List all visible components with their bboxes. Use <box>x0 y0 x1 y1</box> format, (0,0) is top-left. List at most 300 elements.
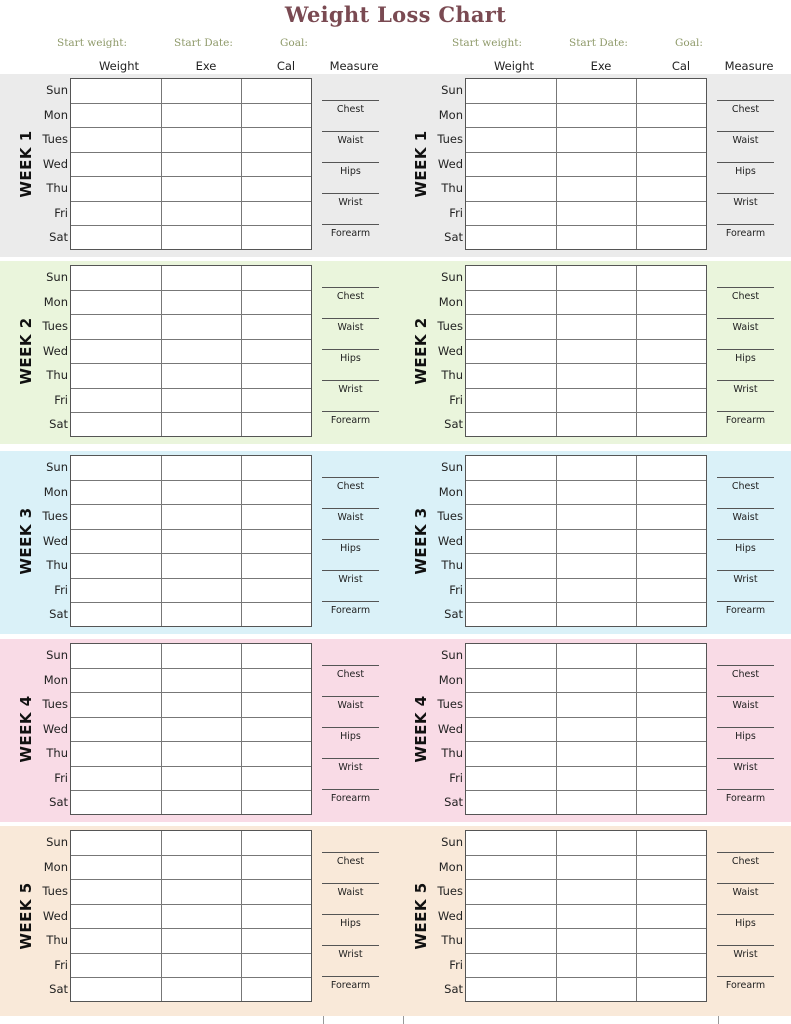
week-3-log-grid-right[interactable] <box>465 455 707 627</box>
day-label-sat: Sat <box>444 417 463 431</box>
week-4-label-right: WEEK 4 <box>412 695 430 763</box>
grid-column-divider <box>636 831 637 1001</box>
day-label-fri: Fri <box>449 957 463 972</box>
grid-row-divider <box>466 363 706 364</box>
day-label-sat: Sat <box>49 795 68 809</box>
grid-row-divider <box>466 790 706 791</box>
measure-label-forearm: Forearm <box>725 228 766 239</box>
day-label-thu: Thu <box>46 558 68 572</box>
day-label-sun: Sun <box>441 460 463 474</box>
grid-row-divider <box>466 529 706 530</box>
measure-label-chest: Chest <box>336 481 365 492</box>
day-label-sat: Sat <box>444 795 463 809</box>
measure-label-chest: Chest <box>731 669 760 680</box>
measure-line-hips[interactable] <box>322 349 379 350</box>
measure-label-forearm: Forearm <box>725 980 766 991</box>
day-label-thu: Thu <box>46 181 68 195</box>
day-label-tues: Tues <box>42 697 68 711</box>
measure-label-hips: Hips <box>735 918 756 929</box>
measure-line-waist[interactable] <box>717 318 774 319</box>
grid-row-divider <box>71 977 311 978</box>
grid-row-divider <box>71 176 311 177</box>
grid-column-divider <box>161 644 162 814</box>
day-label-mon: Mon <box>438 107 463 122</box>
grid-row-divider <box>71 717 311 718</box>
day-label-fri: Fri <box>54 582 68 597</box>
footer-tick <box>718 1016 719 1024</box>
day-label-thu: Thu <box>46 933 68 947</box>
measure-line-hips[interactable] <box>717 914 774 915</box>
measure-line-chest[interactable] <box>717 665 774 666</box>
day-label-wed: Wed <box>42 533 68 548</box>
measure-label-forearm: Forearm <box>725 793 766 804</box>
day-label-fri: Fri <box>54 770 68 785</box>
measure-line-wrist[interactable] <box>717 945 774 946</box>
measure-label-hips: Hips <box>735 166 756 177</box>
measure-line-waist[interactable] <box>717 131 774 132</box>
day-label-thu: Thu <box>441 368 463 382</box>
measure-line-waist[interactable] <box>717 696 774 697</box>
grid-row-divider <box>466 504 706 505</box>
grid-row-divider <box>71 741 311 742</box>
measure-label-chest: Chest <box>731 291 760 302</box>
grid-column-divider <box>556 79 557 249</box>
day-label-mon: Mon <box>43 859 68 874</box>
footer-tick <box>323 1016 324 1024</box>
day-label-sun: Sun <box>46 835 68 849</box>
measure-label-chest: Chest <box>336 104 365 115</box>
day-label-sun: Sun <box>441 648 463 662</box>
grid-column-divider <box>161 456 162 626</box>
day-label-mon: Mon <box>438 672 463 687</box>
measure-line-chest[interactable] <box>322 100 379 101</box>
day-label-mon: Mon <box>438 859 463 874</box>
measure-label-forearm: Forearm <box>330 605 371 616</box>
start-date-label: Start Date: <box>569 37 628 49</box>
week-1-measurements-left <box>322 100 379 250</box>
day-label-fri: Fri <box>449 392 463 407</box>
footer-tick <box>403 1016 404 1024</box>
week-2-measurements-right <box>717 287 774 437</box>
measure-line-hips[interactable] <box>322 162 379 163</box>
measure-line-waist[interactable] <box>322 131 379 132</box>
grid-row-divider <box>466 201 706 202</box>
week-4-log-grid-left[interactable] <box>70 643 312 815</box>
grid-column-divider <box>241 266 242 436</box>
grid-row-divider <box>466 480 706 481</box>
day-label-wed: Wed <box>437 533 463 548</box>
measure-label-wrist: Wrist <box>733 197 758 208</box>
grid-row-divider <box>71 388 311 389</box>
week-5-measurements-left <box>322 852 379 1002</box>
measure-label-forearm: Forearm <box>330 793 371 804</box>
grid-row-divider <box>71 290 311 291</box>
measure-label-chest: Chest <box>336 669 365 680</box>
grid-row-divider <box>71 201 311 202</box>
header-meta-row-right <box>395 37 790 51</box>
grid-column-divider <box>241 644 242 814</box>
grid-column-divider <box>556 831 557 1001</box>
grid-row-divider <box>466 176 706 177</box>
measure-label-wrist: Wrist <box>338 384 363 395</box>
grid-column-divider <box>241 79 242 249</box>
measure-label-wrist: Wrist <box>338 574 363 585</box>
day-label-thu: Thu <box>46 368 68 382</box>
week-2-log-grid-left[interactable] <box>70 265 312 437</box>
week-4-label-left: WEEK 4 <box>17 695 35 763</box>
grid-row-divider <box>71 127 311 128</box>
day-label-wed: Wed <box>437 721 463 736</box>
grid-column-divider <box>636 266 637 436</box>
start-weight-label: Start weight: <box>452 37 523 49</box>
grid-row-divider <box>466 602 706 603</box>
measure-line-waist[interactable] <box>322 696 379 697</box>
measure-label-forearm: Forearm <box>725 605 766 616</box>
week-3-label-right: WEEK 3 <box>412 507 430 575</box>
measure-line-forearm[interactable] <box>322 789 379 790</box>
grid-row-divider <box>466 388 706 389</box>
measure-line-waist[interactable] <box>717 883 774 884</box>
measure-label-chest: Chest <box>731 481 760 492</box>
grid-row-divider <box>466 741 706 742</box>
measure-line-chest[interactable] <box>322 852 379 853</box>
week-2-label-right: WEEK 2 <box>412 317 430 385</box>
day-label-tues: Tues <box>437 319 463 333</box>
measure-line-chest[interactable] <box>717 100 774 101</box>
grid-row-divider <box>71 225 311 226</box>
measure-label-wrist: Wrist <box>338 762 363 773</box>
measure-line-forearm[interactable] <box>717 224 774 225</box>
grid-row-divider <box>71 314 311 315</box>
measure-label-forearm: Forearm <box>330 415 371 426</box>
measure-label-waist: Waist <box>337 700 364 711</box>
measure-label-waist: Waist <box>337 135 364 146</box>
grid-row-divider <box>71 152 311 153</box>
measure-line-chest[interactable] <box>322 477 379 478</box>
measure-line-chest[interactable] <box>717 852 774 853</box>
start-date-label: Start Date: <box>174 37 233 49</box>
grid-row-divider <box>71 339 311 340</box>
grid-row-divider <box>71 480 311 481</box>
week-4-measurements-left <box>322 665 379 815</box>
day-label-wed: Wed <box>42 343 68 358</box>
measure-label-waist: Waist <box>732 887 759 898</box>
grid-column-divider <box>636 644 637 814</box>
day-label-sun: Sun <box>46 648 68 662</box>
measure-line-wrist[interactable] <box>322 570 379 571</box>
week-5-log-grid-left[interactable] <box>70 830 312 1002</box>
grid-row-divider <box>466 953 706 954</box>
grid-row-divider <box>466 717 706 718</box>
measure-line-waist[interactable] <box>717 508 774 509</box>
measure-line-forearm[interactable] <box>717 789 774 790</box>
measure-line-wrist[interactable] <box>717 758 774 759</box>
measure-line-forearm[interactable] <box>322 976 379 977</box>
grid-row-divider <box>466 127 706 128</box>
measure-line-waist[interactable] <box>322 883 379 884</box>
day-label-fri: Fri <box>54 957 68 972</box>
week-5-label-left: WEEK 5 <box>17 882 35 950</box>
grid-row-divider <box>466 578 706 579</box>
day-label-sat: Sat <box>49 982 68 996</box>
measure-line-forearm[interactable] <box>322 601 379 602</box>
week-1-label-right: WEEK 1 <box>412 130 430 198</box>
measure-line-wrist[interactable] <box>717 193 774 194</box>
day-label-tues: Tues <box>437 132 463 146</box>
grid-row-divider <box>466 904 706 905</box>
measure-label-chest: Chest <box>731 104 760 115</box>
week-1-log-grid-right[interactable] <box>465 78 707 250</box>
day-label-wed: Wed <box>42 908 68 923</box>
grid-row-divider <box>71 412 311 413</box>
week-1-label-left: WEEK 1 <box>17 130 35 198</box>
day-label-wed: Wed <box>437 343 463 358</box>
measure-label-hips: Hips <box>340 166 361 177</box>
grid-row-divider <box>466 103 706 104</box>
week-3-log-grid-left[interactable] <box>70 455 312 627</box>
day-label-sun: Sun <box>441 270 463 284</box>
grid-column-divider <box>161 831 162 1001</box>
grid-row-divider <box>466 855 706 856</box>
week-4-measurements-right <box>717 665 774 815</box>
measure-label-forearm: Forearm <box>330 980 371 991</box>
measure-label-wrist: Wrist <box>733 384 758 395</box>
grid-row-divider <box>71 578 311 579</box>
week-3-measurements-left <box>322 477 379 627</box>
day-label-sun: Sun <box>46 83 68 97</box>
exercise-column-header: Exe <box>195 59 217 73</box>
measure-line-chest[interactable] <box>322 287 379 288</box>
day-label-tues: Tues <box>42 509 68 523</box>
day-label-wed: Wed <box>42 156 68 171</box>
grid-column-divider <box>241 456 242 626</box>
grid-row-divider <box>466 977 706 978</box>
measure-label-chest: Chest <box>336 291 365 302</box>
day-label-wed: Wed <box>437 156 463 171</box>
day-label-mon: Mon <box>43 107 68 122</box>
measure-label-chest: Chest <box>336 856 365 867</box>
grid-row-divider <box>466 339 706 340</box>
day-label-sat: Sat <box>49 607 68 621</box>
measure-line-chest[interactable] <box>717 287 774 288</box>
measure-label-forearm: Forearm <box>725 415 766 426</box>
measure-line-hips[interactable] <box>322 914 379 915</box>
grid-row-divider <box>71 602 311 603</box>
measure-label-chest: Chest <box>731 856 760 867</box>
measure-label-waist: Waist <box>732 135 759 146</box>
measure-line-waist[interactable] <box>322 508 379 509</box>
day-label-wed: Wed <box>437 908 463 923</box>
day-label-thu: Thu <box>46 746 68 760</box>
week-3-label-left: WEEK 3 <box>17 507 35 575</box>
week-1-log-grid-left[interactable] <box>70 78 312 250</box>
day-label-sat: Sat <box>444 607 463 621</box>
grid-column-divider <box>241 831 242 1001</box>
day-label-tues: Tues <box>437 509 463 523</box>
day-label-fri: Fri <box>449 770 463 785</box>
grid-row-divider <box>466 553 706 554</box>
week-5-log-grid-right[interactable] <box>465 830 707 1002</box>
day-label-mon: Mon <box>43 484 68 499</box>
measure-label-wrist: Wrist <box>733 574 758 585</box>
measure-line-chest[interactable] <box>322 665 379 666</box>
measure-line-forearm[interactable] <box>322 411 379 412</box>
day-label-sun: Sun <box>441 83 463 97</box>
grid-row-divider <box>466 314 706 315</box>
grid-column-divider <box>556 266 557 436</box>
day-label-sat: Sat <box>49 417 68 431</box>
day-label-sat: Sat <box>444 230 463 244</box>
day-label-sat: Sat <box>444 982 463 996</box>
measure-label-waist: Waist <box>337 887 364 898</box>
day-label-tues: Tues <box>42 132 68 146</box>
measure-line-wrist[interactable] <box>322 945 379 946</box>
grid-row-divider <box>71 363 311 364</box>
goal-label: Goal: <box>280 37 308 49</box>
measure-label-hips: Hips <box>340 731 361 742</box>
day-label-mon: Mon <box>43 672 68 687</box>
measure-line-hips[interactable] <box>717 727 774 728</box>
week-2-log-grid-right[interactable] <box>465 265 707 437</box>
measure-label-wrist: Wrist <box>733 949 758 960</box>
calories-column-header: Cal <box>671 59 691 73</box>
measure-label-hips: Hips <box>735 353 756 364</box>
grid-row-divider <box>466 225 706 226</box>
grid-column-divider <box>556 644 557 814</box>
week-5-measurements-right <box>717 852 774 1002</box>
measure-line-forearm[interactable] <box>717 601 774 602</box>
measure-label-hips: Hips <box>340 918 361 929</box>
grid-row-divider <box>71 855 311 856</box>
grid-row-divider <box>466 692 706 693</box>
day-label-sun: Sun <box>46 460 68 474</box>
day-label-mon: Mon <box>43 294 68 309</box>
measure-line-hips[interactable] <box>322 539 379 540</box>
day-label-thu: Thu <box>441 933 463 947</box>
day-label-mon: Mon <box>438 484 463 499</box>
week-1-measurements-right <box>717 100 774 250</box>
measure-label-wrist: Wrist <box>733 762 758 773</box>
day-label-tues: Tues <box>42 319 68 333</box>
grid-row-divider <box>71 103 311 104</box>
grid-column-divider <box>161 79 162 249</box>
measure-label-hips: Hips <box>735 543 756 554</box>
grid-row-divider <box>71 553 311 554</box>
week-2-label-left: WEEK 2 <box>17 317 35 385</box>
measure-line-forearm[interactable] <box>322 224 379 225</box>
exercise-column-header: Exe <box>590 59 612 73</box>
grid-column-divider <box>636 79 637 249</box>
weight-column-header: Weight <box>98 59 140 73</box>
measure-label-hips: Hips <box>340 353 361 364</box>
day-label-fri: Fri <box>54 205 68 220</box>
weight-column-header: Weight <box>493 59 535 73</box>
grid-column-divider <box>161 266 162 436</box>
measure-line-wrist[interactable] <box>717 570 774 571</box>
day-label-thu: Thu <box>441 746 463 760</box>
measure-column-header: Measure <box>724 59 774 73</box>
measure-line-wrist[interactable] <box>322 380 379 381</box>
day-label-tues: Tues <box>42 884 68 898</box>
measure-line-wrist[interactable] <box>322 193 379 194</box>
grid-row-divider <box>466 766 706 767</box>
grid-row-divider <box>71 928 311 929</box>
measure-label-waist: Waist <box>337 512 364 523</box>
grid-row-divider <box>71 504 311 505</box>
grid-row-divider <box>466 290 706 291</box>
measure-line-hips[interactable] <box>322 727 379 728</box>
grid-row-divider <box>466 879 706 880</box>
grid-row-divider <box>71 953 311 954</box>
grid-row-divider <box>466 668 706 669</box>
day-label-sat: Sat <box>49 230 68 244</box>
grid-column-divider <box>636 456 637 626</box>
goal-label: Goal: <box>675 37 703 49</box>
grid-row-divider <box>71 529 311 530</box>
grid-row-divider <box>71 790 311 791</box>
measure-label-waist: Waist <box>337 322 364 333</box>
day-label-thu: Thu <box>441 558 463 572</box>
grid-row-divider <box>466 928 706 929</box>
measure-line-hips[interactable] <box>717 349 774 350</box>
measure-label-forearm: Forearm <box>330 228 371 239</box>
measure-label-hips: Hips <box>340 543 361 554</box>
grid-row-divider <box>466 152 706 153</box>
day-label-tues: Tues <box>437 884 463 898</box>
start-weight-label: Start weight: <box>57 37 128 49</box>
calories-column-header: Cal <box>276 59 296 73</box>
measure-line-wrist[interactable] <box>717 380 774 381</box>
measure-label-wrist: Wrist <box>338 949 363 960</box>
measure-line-waist[interactable] <box>322 318 379 319</box>
grid-row-divider <box>71 904 311 905</box>
measure-line-wrist[interactable] <box>322 758 379 759</box>
grid-row-divider <box>71 668 311 669</box>
measure-line-hips[interactable] <box>717 162 774 163</box>
day-label-wed: Wed <box>42 721 68 736</box>
day-label-fri: Fri <box>54 392 68 407</box>
measure-label-wrist: Wrist <box>338 197 363 208</box>
week-4-log-grid-right[interactable] <box>465 643 707 815</box>
day-label-sun: Sun <box>441 835 463 849</box>
grid-column-divider <box>556 456 557 626</box>
measure-line-forearm[interactable] <box>717 976 774 977</box>
measure-label-waist: Waist <box>732 700 759 711</box>
week-2-measurements-left <box>322 287 379 437</box>
day-label-fri: Fri <box>449 582 463 597</box>
grid-row-divider <box>71 766 311 767</box>
day-label-fri: Fri <box>449 205 463 220</box>
header-meta-row-left <box>0 37 395 51</box>
week-3-measurements-right <box>717 477 774 627</box>
day-label-sun: Sun <box>46 270 68 284</box>
day-label-mon: Mon <box>438 294 463 309</box>
measure-column-header: Measure <box>329 59 379 73</box>
measure-line-hips[interactable] <box>717 539 774 540</box>
page-title: Weight Loss Chart <box>284 2 507 27</box>
measure-label-hips: Hips <box>735 731 756 742</box>
measure-label-waist: Waist <box>732 322 759 333</box>
grid-row-divider <box>71 692 311 693</box>
grid-row-divider <box>71 879 311 880</box>
day-label-tues: Tues <box>437 697 463 711</box>
week-5-label-right: WEEK 5 <box>412 882 430 950</box>
day-label-thu: Thu <box>441 181 463 195</box>
grid-row-divider <box>466 412 706 413</box>
measure-line-forearm[interactable] <box>717 411 774 412</box>
measure-label-waist: Waist <box>732 512 759 523</box>
measure-line-chest[interactable] <box>717 477 774 478</box>
